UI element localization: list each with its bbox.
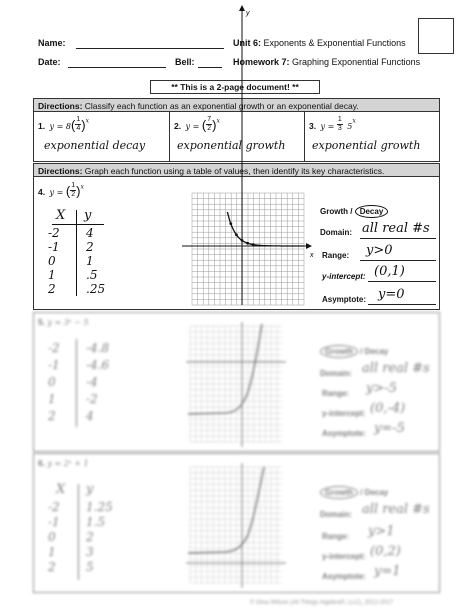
- slash: /: [350, 207, 353, 216]
- yint-label: y-intercept:: [322, 552, 366, 561]
- decay-option: Decay: [364, 347, 389, 356]
- domain-label: Domain:: [320, 510, 352, 519]
- table-x-value: -2: [48, 500, 60, 514]
- table-y-value: 4: [86, 226, 94, 240]
- unit-label: Unit 6:: [233, 38, 261, 48]
- table-rule: [76, 210, 77, 296]
- plotted-point: [252, 243, 255, 246]
- table-x-value: 0: [48, 530, 56, 544]
- yint-label: y-intercept:: [322, 409, 366, 418]
- table-x-header: X: [56, 482, 66, 497]
- decay-option-circled: Decay: [355, 205, 389, 218]
- coefficient-fraction: $\frac{1}{3}$: [337, 116, 342, 133]
- table-x-header: X: [56, 208, 66, 223]
- table-y-value: -4.8: [86, 341, 110, 355]
- table-y-value: 3: [86, 545, 94, 559]
- homework-label: Homework 7:: [233, 57, 290, 67]
- table-y-value: -4: [86, 375, 98, 389]
- asymptote-answer: y=0: [378, 287, 405, 302]
- domain-answer: all real #s: [362, 221, 430, 236]
- divider: [169, 112, 170, 161]
- answer-1: exponential decay: [44, 139, 146, 152]
- directions-text: Graph each function using a table of values, then identify its key characteristics.: [84, 166, 385, 176]
- decay-option: Decay: [364, 488, 389, 497]
- directions-label: Directions:: [38, 166, 83, 176]
- table-y-value: 4: [86, 409, 94, 423]
- table-y-header: y: [84, 208, 92, 223]
- table-y-value: .5: [86, 268, 98, 282]
- table-rule: [76, 339, 77, 427]
- graph-grid: [190, 467, 282, 583]
- answer-2: exponential growth: [177, 139, 286, 152]
- table-x-value: 2: [48, 409, 56, 423]
- homework-title: Graphing Exponential Functions: [292, 57, 421, 67]
- domain-field[interactable]: [360, 238, 436, 239]
- table-y-value: -4.6: [86, 358, 110, 372]
- date-label: Date:: [38, 57, 61, 67]
- problem-1: 1. y = 8( $\frac{1}{4}$ )$^x$: [38, 116, 89, 133]
- table-y-value: 1: [86, 254, 94, 268]
- unit-title: Exponents & Exponential Functions: [263, 38, 406, 48]
- problem-6-function: [38, 458, 89, 468]
- table-y-value: 1.5: [86, 515, 106, 529]
- y-axis-label: y: [246, 10, 250, 17]
- problem-number: 4.: [38, 187, 46, 197]
- copyright-footer: © Gina Wilson (All Things Algebra®, LLC), 2012-2017: [250, 600, 394, 606]
- graph-6: [186, 463, 286, 588]
- table-x-value: 1: [48, 392, 56, 406]
- range-label: Range:: [322, 251, 350, 260]
- x-axis-label: x: [310, 252, 314, 259]
- domain-answer: all real #s: [362, 361, 430, 376]
- asymptote-field[interactable]: [368, 304, 436, 305]
- date-field[interactable]: [68, 67, 166, 68]
- asymptote-answer: y=-5: [374, 421, 405, 436]
- yint-label: y-intercept:: [322, 272, 366, 281]
- base-fraction: $\frac{1}{2}$: [71, 182, 76, 199]
- growth-option-circled: Growth: [320, 486, 358, 499]
- name-label: Name:: [38, 38, 66, 48]
- table-y-header: y: [86, 482, 94, 497]
- exponent: x: [216, 117, 220, 125]
- plotted-point: [229, 222, 232, 225]
- two-page-notice: ** This is a 2-page document! **: [150, 80, 320, 94]
- yint-answer: (0,-4): [370, 401, 406, 416]
- decay-curve: [227, 212, 303, 246]
- table-x-value: -2: [48, 226, 60, 240]
- table-rule: [78, 484, 79, 580]
- function: y = 2ˣ + 1: [47, 459, 89, 468]
- table-y-value: .25: [86, 282, 106, 296]
- base-fraction: $\frac{1}{4}$: [76, 116, 81, 133]
- problem-number: 1.: [38, 121, 46, 131]
- table-x-value: -2: [48, 341, 60, 355]
- domain-label: Domain:: [320, 228, 352, 237]
- y-axis-arrow: [239, 5, 245, 11]
- table-y-value: 1.25: [86, 500, 113, 514]
- score-box: [418, 18, 454, 54]
- problem-4-function: 4. y = ( $\frac{1}{2}$ )$^x$: [38, 182, 84, 199]
- table-y-value: 2: [86, 240, 94, 254]
- range-label: Range:: [322, 532, 350, 541]
- graph-grid: [190, 326, 282, 442]
- plotted-point: [235, 233, 238, 236]
- yint-answer: (0,1): [374, 264, 405, 279]
- problem-2: 2. y = ( $\frac{7}{2}$ )$^x$: [174, 116, 220, 133]
- asymptote-answer: y=1: [374, 564, 401, 579]
- answer-3: exponential growth: [312, 139, 421, 152]
- table-y-value: -2: [86, 392, 98, 406]
- range-answer: y>0: [366, 243, 393, 258]
- base: 5: [347, 122, 353, 131]
- graph-4: [180, 5, 316, 310]
- directions-text: Classify each function as an exponential growth or an exponential decay.: [84, 101, 359, 111]
- asymptote-label: Asymptote:: [322, 572, 367, 581]
- table-x-value: -1: [48, 358, 60, 372]
- table-x-value: 0: [48, 254, 56, 268]
- table-y-value: 5: [86, 560, 94, 574]
- graph-5: [186, 322, 286, 447]
- table-x-value: -1: [48, 515, 60, 529]
- table-x-value: 2: [48, 282, 56, 296]
- growth-decay: [320, 207, 388, 216]
- graph-grid: [192, 193, 304, 305]
- growth-decay: Growth / Decay: [320, 347, 388, 356]
- table-x-value: 2: [48, 560, 56, 574]
- problem-3: 3. y = $\frac{1}{3}$ 5$^x$: [309, 116, 356, 133]
- exponent: x: [80, 183, 84, 191]
- range-label: Range:: [322, 389, 350, 398]
- plotted-point: [246, 242, 249, 245]
- problem-number: 6.: [38, 458, 46, 468]
- yint-answer: (0,2): [370, 544, 401, 559]
- problem-number: 5.: [38, 317, 46, 327]
- table-x-value: 1: [48, 545, 56, 559]
- range-answer: y>-5: [366, 381, 397, 396]
- problem-number: 3.: [309, 121, 317, 131]
- bell-label: Bell:: [175, 57, 195, 67]
- asymptote-label: Asymptote:: [322, 295, 367, 304]
- function: y = 3ˣ − 5: [47, 318, 89, 327]
- domain-answer: all real #s: [362, 502, 430, 517]
- yint-field[interactable]: [368, 281, 436, 282]
- base-fraction: $\frac{7}{2}$: [207, 116, 212, 133]
- asymptote-label: Asymptote:: [322, 429, 367, 438]
- table-x-value: 0: [48, 375, 56, 389]
- plotted-point: [241, 239, 244, 242]
- growth-curve: [188, 467, 264, 553]
- domain-label: Domain:: [320, 369, 352, 378]
- directions-label: Directions:: [38, 101, 83, 111]
- exponent: x: [85, 117, 89, 125]
- x-axis-arrow: [306, 243, 312, 249]
- exponent: x: [352, 117, 356, 125]
- growth-decay: Growth / Decay: [320, 488, 388, 497]
- range-field[interactable]: [360, 260, 436, 261]
- table-x-value: -1: [48, 240, 60, 254]
- table-y-value: 2: [86, 530, 94, 544]
- range-answer: y>1: [368, 524, 395, 539]
- table-rule: [52, 224, 104, 225]
- table-x-value: 1: [48, 268, 56, 282]
- coefficient: 8: [65, 122, 71, 131]
- problem-number: 2.: [174, 121, 182, 131]
- problem-5-function: [38, 317, 89, 327]
- growth-option-circled: Growth: [320, 345, 358, 358]
- growth-option: Growth: [320, 207, 348, 216]
